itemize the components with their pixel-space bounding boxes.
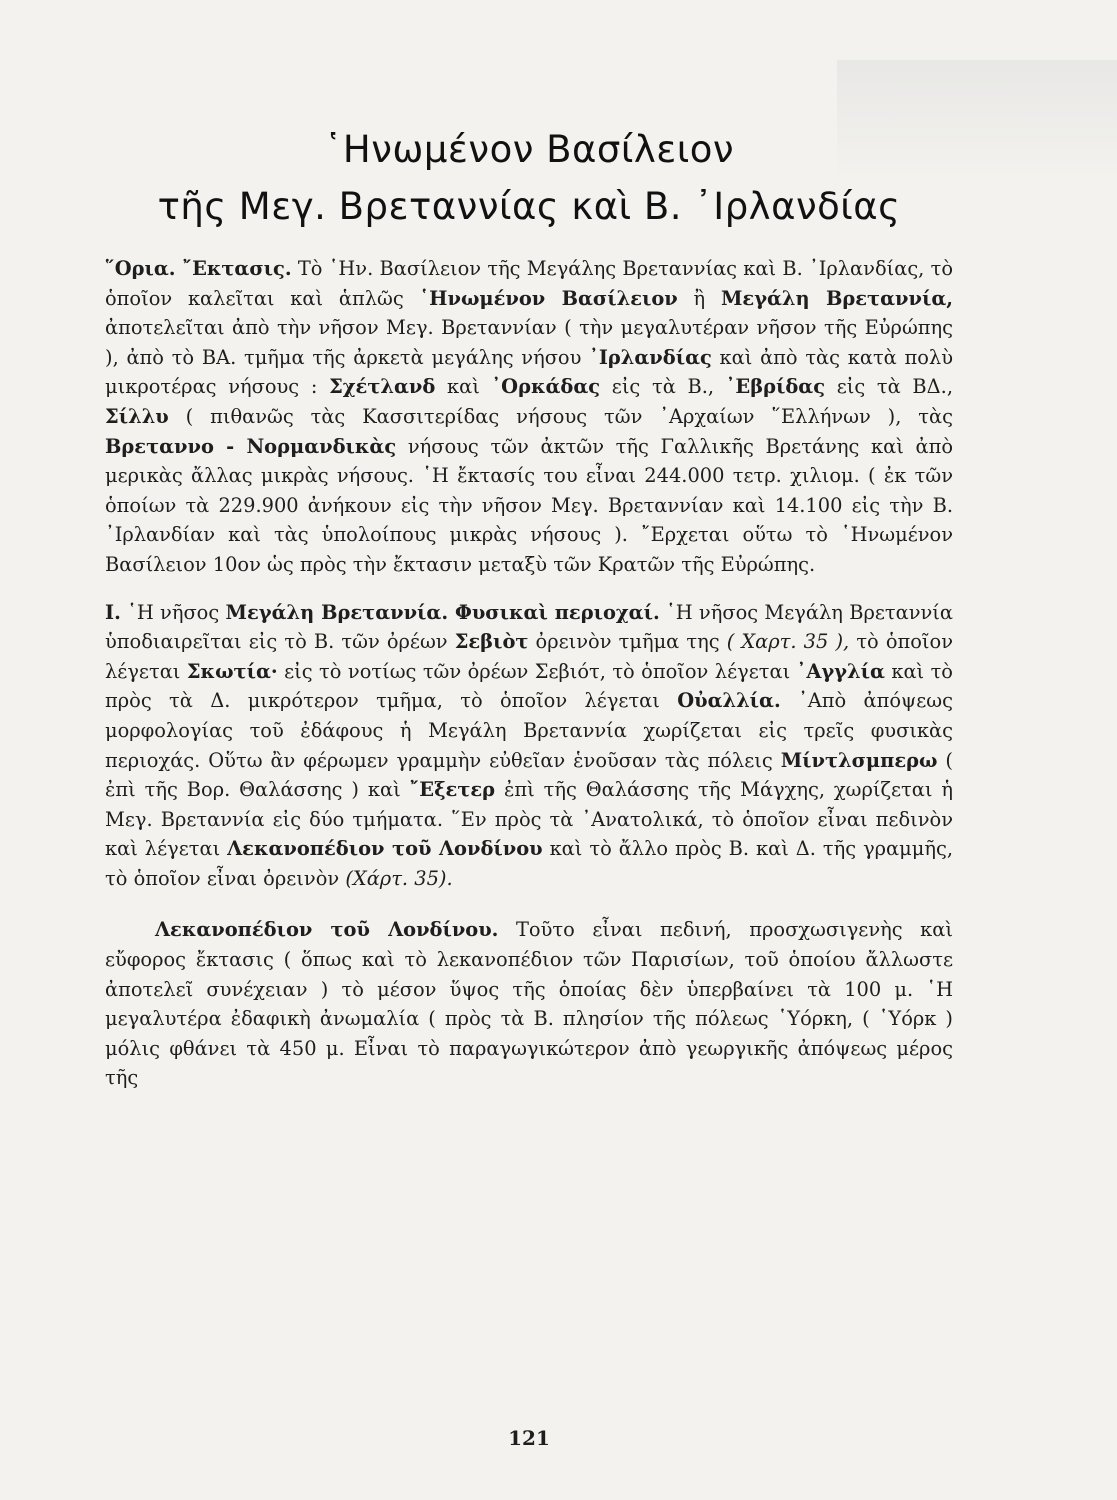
text: ἢ — [677, 286, 721, 310]
term: ῎Εξετερ — [409, 778, 496, 802]
text: ἐπὶ τῆς Θαλάσσης τῆς Μάγχης, χωρίζεται ἡ Μεγ. Βρεταννία εἰς δύο τμήματα. ῞Εν πρὸς τὰ ᾿Ανατολικά, τὸ ὁποῖον εἶναι πεδινὸν καὶ λέγεται — [105, 778, 953, 861]
term: ᾿Ορκάδας — [491, 375, 601, 399]
text: εἰς τὰ Β., — [600, 375, 726, 399]
section-heading: ῞Ορια. ῎Εκτασις. — [105, 257, 292, 280]
text: νήσους τῶν ἀκτῶν τῆς Γαλλικῆς Βρετάνης καὶ ἀπὸ μερικὰς ἄλλας μικρὰς νήσους. ῾Η ἔκτασίς του εἶναι 244.000 τετρ. χιλιομ. ( ἐκ τῶν ὁποίων τὰ 229.900 ἀνήκουν εἰς τὴν νῆσον Μεγ. Βρεταννίαν καὶ 14.100 εἰς τὴν Β. ᾿Ιρλανδίαν καὶ τὰς ὑπολοίπους μικρὰς νήσους ). ῎Ερχεται οὕτω τὸ ῾Ηνωμένον Βασίλειον 10ον ὡς πρὸς τὴν ἔκτασιν μεταξὺ τῶν Κρατῶν τῆς Εὐρώπης. — [105, 434, 953, 576]
text: καὶ ἀπὸ τὰς κατὰ πολὺ μικροτέρας νήσους : — [105, 345, 953, 399]
text: ῾Η νῆσος — [120, 600, 226, 624]
title-line-1: ῾Ηνωμένον Βασίλειον — [323, 128, 735, 171]
section-number: Ι. — [105, 600, 121, 624]
text: ὀρεινὸν τμῆμα της — [528, 630, 727, 654]
term: Οὐαλλία. — [677, 689, 781, 713]
term: Μεγάλη Βρεταννία, — [720, 286, 953, 310]
text: εἰς τὰ ΒΔ., — [825, 375, 953, 399]
text: καὶ τὸ πρὸς τὰ Δ. μικρότερον τμῆμα, τὸ ὁποῖον λέγεται — [105, 659, 953, 713]
text: Τοῦτο εἶναι πεδινή, προσχωσιγενὴς καὶ εὔφορος ἔκτασις ( ὅπως καὶ τὸ λεκανοπέδιον τῶν Παρισίων, τοῦ ὁποίου ἄλλωστε ἀποτελεῖ συνέχειαν ) τὸ μέσον ὕψος τῆς ὁποίας δὲν ὑπερβαίνει τὰ 100 μ. ῾Η μεγαλυτέρα ἐδαφικὴ ἀνωμαλία ( πρὸς τὰ Β. πλησίον τῆς πόλεως ῾Υόρκη, ( ῾Υόρκ ) μόλις φθάνει τὰ 450 μ. Εἶναι τὸ παραγωγικώτερον ἀπὸ γεωργικῆς ἀπόψεως μέρος τῆς — [105, 918, 953, 1090]
term: ᾿Εβρίδας — [725, 375, 826, 399]
term: ᾿Ιρλανδίας — [589, 345, 712, 369]
term: ῾Ηνωμένον Βασίλειον — [419, 286, 678, 310]
text: ( ἐπὶ τῆς Βορ. Θαλάσσης ) καὶ — [105, 748, 953, 802]
page-number: 121 — [508, 1426, 550, 1450]
term: ᾿Αγγλία — [796, 659, 885, 683]
term: Λεκανοπέδιον τοῦ Λονδίνου — [227, 837, 543, 861]
paragraph-physical-regions — [105, 598, 953, 894]
text: ( πιθανῶς τὰς Κασσιτερίδας νήσους τῶν ᾿Αρχαίων ῞Ελλήνων ), τὰς — [168, 404, 953, 428]
text: τὸ ὁποῖον λέγεται — [105, 630, 953, 683]
body-text — [105, 254, 953, 1093]
paragraph-borders-area — [105, 254, 953, 580]
term: Μίντλσμπερω — [780, 748, 938, 772]
text: Τὸ ῾Ην. Βασίλειον τῆς Μεγάλης Βρεταννίας καὶ Β. ᾿Ιρλανδίας, τὸ ὁποῖον καλεῖται καὶ ἁπλῶς — [105, 257, 953, 310]
term: Βρεταννο - Νορμανδικὰς — [105, 434, 397, 458]
term: Σκωτία· — [186, 659, 278, 683]
page — [105, 0, 953, 1500]
paragraph-london-basin — [105, 915, 953, 1093]
text: ᾿Απὸ ἀπόψεως μορφολογίας τοῦ ἐδάφους ἡ Μεγάλη Βρεταννία χωρίζεται εἰς τρεῖς φυσικὰς περιοχάς. Οὕτω ἂν φέρωμεν γραμμὴν εὐθεῖαν ἑνοῦσαν τὰς πόλεις — [105, 689, 953, 772]
text: εἰς τὸ νοτίως τῶν ὀρέων Σεβιότ, τὸ ὁποῖον λέγεται — [277, 659, 797, 683]
section-heading: Μεγάλη Βρεταννία. Φυσικαὶ περιοχαί. — [225, 600, 660, 624]
section-heading: Λεκανοπέδιον τοῦ Λονδίνου. — [155, 918, 499, 942]
title-line-2: τῆς Μεγ. Βρεταννίας καὶ Β. ᾿Ιρλανδίας — [157, 185, 901, 228]
text: καὶ τὸ ἄλλο πρὸς Β. καὶ Δ. τῆς γραμμῆς, τὸ ὁποῖον εἶναι ὀρεινὸν — [105, 837, 953, 890]
term: Σίλλυ — [105, 404, 169, 428]
map-reference: (Χάρτ. 35). — [345, 866, 453, 890]
text: καὶ — [435, 375, 492, 399]
text: ῾Η νῆσος Μεγάλη Βρεταννία ὑποδιαιρεῖται εἰς τὸ Β. τῶν ὀρέων — [105, 600, 953, 654]
term: Σεβιὸτ — [454, 630, 529, 654]
map-reference: ( Χαρτ. 35 ), — [726, 630, 850, 654]
term: Σχέτλανδ — [329, 375, 436, 399]
text: ἀποτελεῖται ἀπὸ τὴν νῆσον Μεγ. Βρεταννίαν ( τὴν μεγαλυτέραν νῆσον τῆς Εὐρώπης ), ἀπὸ τὸ ΒΑ. τμῆμα τῆς ἀρκετὰ μεγάλης νήσου — [105, 316, 953, 369]
